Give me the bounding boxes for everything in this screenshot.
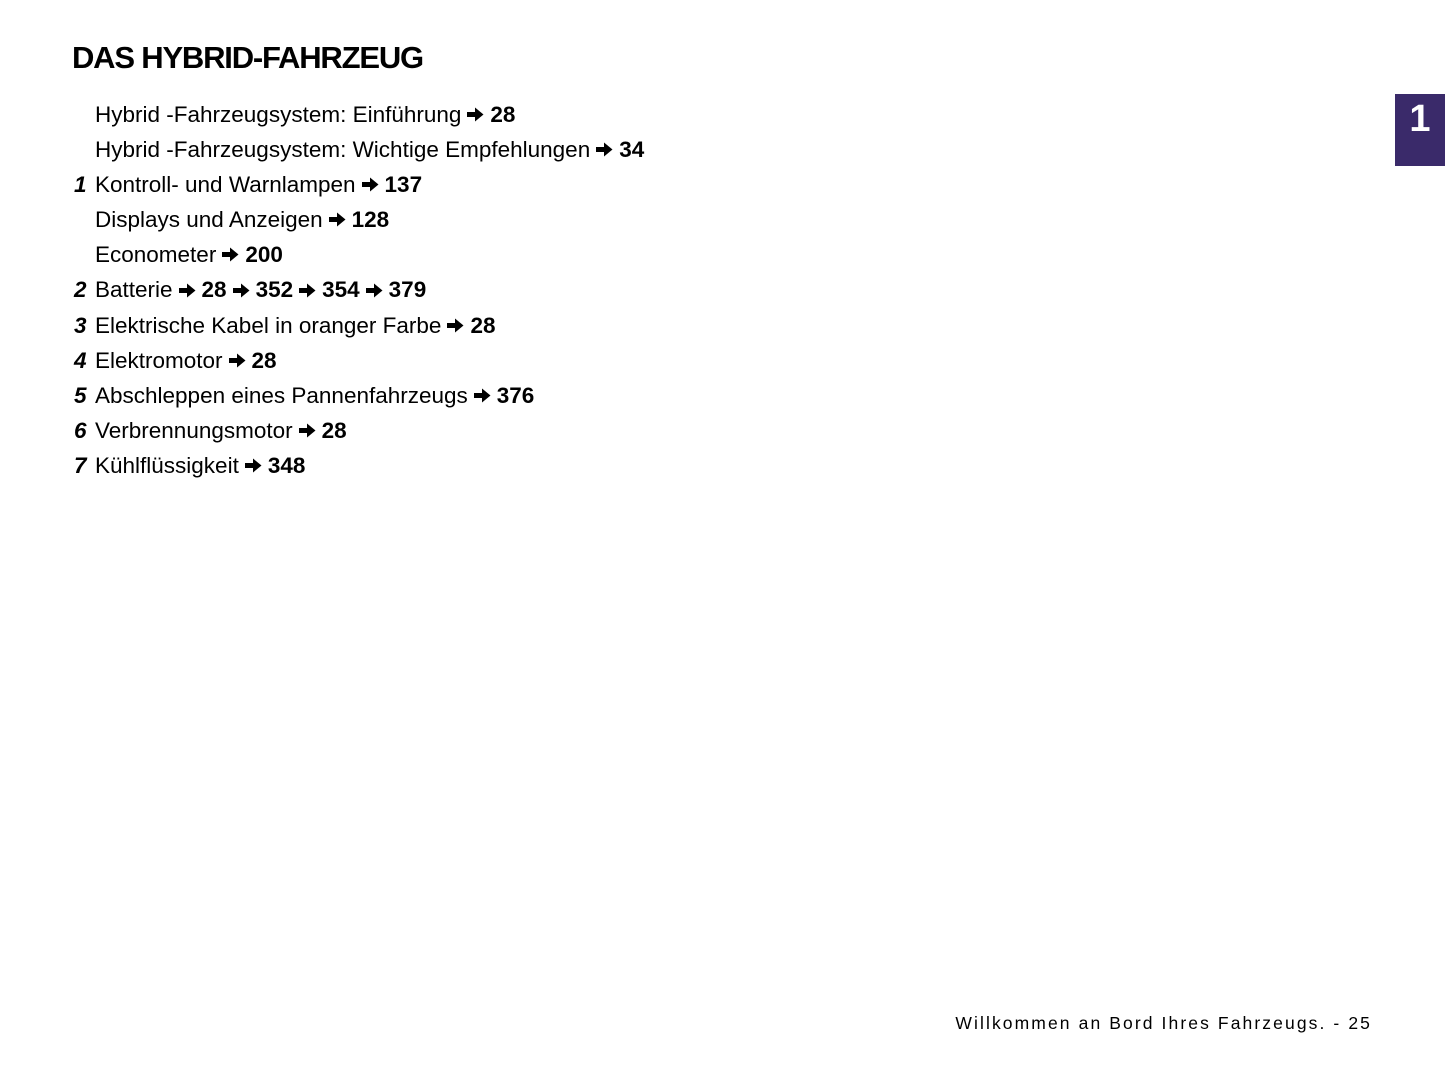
- index-entry: [72, 237, 644, 272]
- page-footer: Willkommen an Bord Ihres Fahrzeugs. - 25: [955, 1013, 1372, 1033]
- page-references: [590, 132, 644, 167]
- page-reference-link[interactable]: 28: [321, 417, 347, 443]
- page-reference-link[interactable]: 28: [251, 347, 277, 373]
- entry-number: 2: [74, 277, 87, 303]
- entry-label: Elektromotor: [95, 347, 223, 373]
- page-reference-link[interactable]: 376: [496, 382, 535, 408]
- page-reference-link[interactable]: 379: [388, 277, 427, 303]
- index-entry: [72, 132, 644, 167]
- entry-number: 6: [74, 417, 87, 443]
- right-arrow-icon: [447, 318, 464, 333]
- entry-label: Econometer: [95, 242, 217, 268]
- page-references: [223, 343, 277, 378]
- right-arrow-icon: [299, 283, 316, 298]
- right-arrow-icon: [474, 388, 491, 403]
- index-entry: [72, 343, 644, 378]
- index-entry: [72, 448, 644, 483]
- page-reference-link[interactable]: 354: [322, 277, 360, 303]
- right-arrow-icon: [467, 107, 484, 122]
- entry-label: Hybrid -Fahrzeugsystem: Einführung: [95, 102, 462, 127]
- index-entry: [72, 378, 644, 413]
- right-arrow-icon: [179, 283, 196, 298]
- entry-number: 5: [74, 382, 87, 408]
- entry-number: 1: [74, 172, 87, 198]
- index-list: [72, 97, 644, 483]
- entry-number: 7: [74, 452, 87, 478]
- entry-number: 4: [74, 347, 87, 373]
- entry-label: Kühlflüssigkeit: [95, 452, 239, 478]
- page-reference-link[interactable]: 137: [384, 172, 423, 198]
- page-references: [356, 167, 423, 202]
- right-arrow-icon: [233, 283, 250, 298]
- right-arrow-icon: [366, 283, 383, 298]
- right-arrow-icon: [329, 212, 346, 227]
- right-arrow-icon: [222, 247, 239, 262]
- chapter-tab[interactable]: 1: [1395, 94, 1445, 166]
- page-references: [239, 448, 306, 483]
- page-title: DAS HYBRID-FAHRZEUG: [72, 40, 423, 75]
- page-reference-link[interactable]: 352: [255, 277, 294, 303]
- entry-label: Elektrische Kabel in oranger Farbe: [95, 312, 442, 338]
- entry-label: Displays und Anzeigen: [95, 207, 323, 233]
- right-arrow-icon: [362, 177, 379, 192]
- page-reference-link[interactable]: 128: [351, 207, 390, 233]
- right-arrow-icon: [245, 458, 262, 473]
- index-entry: [72, 167, 644, 202]
- page-reference-link[interactable]: 28: [470, 312, 496, 338]
- page-references: [323, 202, 390, 237]
- page-references: [461, 97, 515, 132]
- index-entry: [72, 413, 644, 448]
- entry-label: Batterie: [95, 277, 173, 303]
- page-references: [293, 413, 347, 448]
- page-references: [216, 237, 283, 272]
- right-arrow-icon: [596, 142, 613, 157]
- right-arrow-icon: [229, 353, 246, 368]
- entry-label: Kontroll- und Warnlampen: [95, 172, 356, 198]
- right-arrow-icon: [299, 423, 316, 438]
- page-reference-link[interactable]: 28: [490, 102, 516, 127]
- entry-label: Verbrennungsmotor: [95, 417, 293, 443]
- index-entry: [72, 272, 644, 307]
- page-reference-link[interactable]: 34: [619, 137, 645, 163]
- page-reference-link[interactable]: 200: [245, 242, 283, 268]
- index-entry: [72, 97, 644, 132]
- page-references: [441, 308, 495, 343]
- page-references: [468, 378, 535, 413]
- page-reference-link[interactable]: 348: [267, 452, 306, 478]
- entry-number: 3: [74, 312, 87, 338]
- entry-label: Hybrid -Fahrzeugsystem: Wichtige Empfehlungen: [95, 137, 591, 163]
- index-entry: [72, 308, 644, 343]
- entry-label: Abschleppen eines Pannenfahrzeugs: [95, 382, 468, 408]
- page-reference-link[interactable]: 28: [201, 277, 227, 303]
- index-entry: [72, 202, 644, 237]
- page-references: [173, 272, 427, 307]
